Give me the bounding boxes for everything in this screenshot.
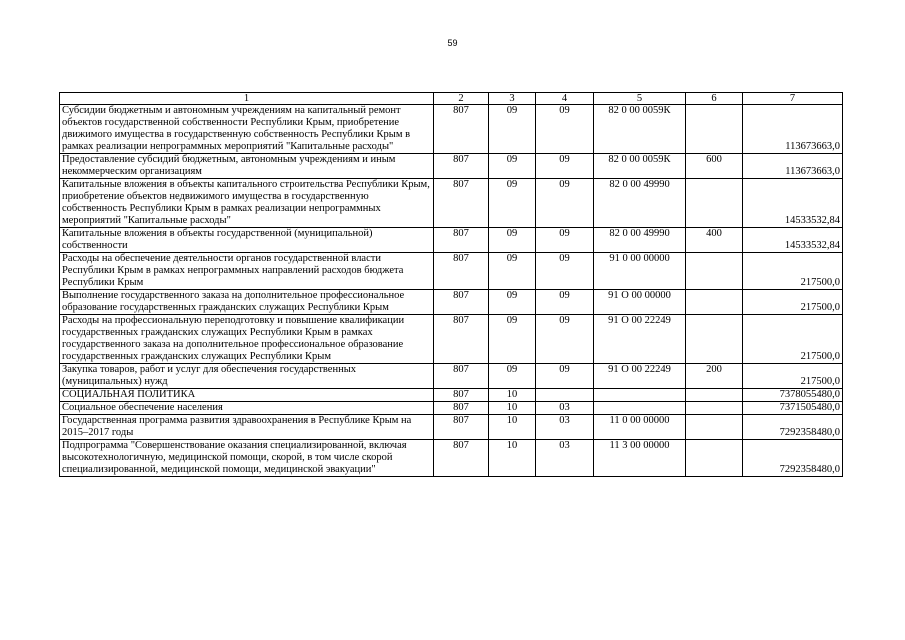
row-name-cell: Капитальные вложения в объекты государственной (муниципальной) собственности (60, 228, 434, 253)
row-type-cell (686, 315, 743, 364)
row-target-cell (594, 389, 686, 402)
header-cell: 6 (686, 93, 743, 105)
row-section-cell: 09 (489, 179, 536, 228)
table-row (60, 154, 843, 179)
table-row (60, 228, 843, 253)
row-subsection-cell: 09 (536, 290, 594, 315)
row-amount-cell: 217500,0 (743, 315, 843, 364)
row-type-cell: 600 (686, 154, 743, 179)
row-amount-cell: 14533532,84 (743, 179, 843, 228)
row-name-cell: Государственная программа развития здравоохранения в Республике Крым на 2015–2017 годы (60, 415, 434, 440)
row-subsection-cell: 09 (536, 228, 594, 253)
row-subsection-cell: 09 (536, 364, 594, 389)
row-type-cell (686, 440, 743, 477)
row-amount-cell: 7292358480,0 (743, 415, 843, 440)
row-amount-cell: 113673663,0 (743, 105, 843, 154)
row-name-cell: Социальное обеспечение населения (60, 402, 434, 415)
row-section-cell: 09 (489, 154, 536, 179)
row-name-cell: Субсидии бюджетным и автономным учреждениям на капитальный ремонт объектов государственной собственности Республики Крым, приобретение движимого имущества в государственную собственность Республики Крым в рамках реализации непрограммных мероприятий "Капитальные расходы" (60, 105, 434, 154)
table-row (60, 415, 843, 440)
row-section-cell: 09 (489, 105, 536, 154)
table-row (60, 364, 843, 389)
row-code-cell: 807 (434, 290, 489, 315)
table-row (60, 315, 843, 364)
row-section-cell: 10 (489, 402, 536, 415)
row-section-cell: 10 (489, 440, 536, 477)
row-code-cell: 807 (434, 253, 489, 290)
row-name-cell: СОЦИАЛЬНАЯ ПОЛИТИКА (60, 389, 434, 402)
row-name-cell: Подпрограмма "Совершенствование оказания специализированной, включая высокотехнологичную, медицинской помощи, скорой, в том числе скорой специализированной, медицинской помощи, медицинской эвакуации" (60, 440, 434, 477)
row-amount-cell: 217500,0 (743, 290, 843, 315)
row-type-cell (686, 402, 743, 415)
row-target-cell: 91 О 00 22249 (594, 315, 686, 364)
row-code-cell: 807 (434, 228, 489, 253)
header-cell: 2 (434, 93, 489, 105)
row-section-cell: 10 (489, 415, 536, 440)
row-type-cell (686, 290, 743, 315)
row-section-cell: 10 (489, 389, 536, 402)
row-subsection-cell: 03 (536, 440, 594, 477)
row-code-cell: 807 (434, 154, 489, 179)
row-target-cell: 82 0 00 0059К (594, 105, 686, 154)
table-row (60, 253, 843, 290)
row-code-cell: 807 (434, 315, 489, 364)
row-subsection-cell: 03 (536, 402, 594, 415)
row-subsection-cell: 03 (536, 415, 594, 440)
row-section-cell: 09 (489, 315, 536, 364)
row-subsection-cell: 09 (536, 315, 594, 364)
table-row (60, 179, 843, 228)
row-target-cell: 91 О 00 00000 (594, 290, 686, 315)
row-section-cell: 09 (489, 253, 536, 290)
row-subsection-cell (536, 389, 594, 402)
row-target-cell: 11 3 00 00000 (594, 440, 686, 477)
page-number: 59 (447, 38, 458, 48)
row-code-cell: 807 (434, 440, 489, 477)
row-subsection-cell: 09 (536, 105, 594, 154)
table-row (60, 440, 843, 477)
row-type-cell: 400 (686, 228, 743, 253)
row-name-cell: Расходы на обеспечение деятельности органов государственной власти Республики Крым в рамках непрограммных направлений расходов бюджета Республики Крым (60, 253, 434, 290)
row-amount-cell: 217500,0 (743, 364, 843, 389)
row-code-cell: 807 (434, 389, 489, 402)
row-type-cell (686, 105, 743, 154)
header-cell: 1 (60, 93, 434, 105)
row-target-cell: 82 0 00 49990 (594, 228, 686, 253)
row-amount-cell: 14533532,84 (743, 228, 843, 253)
row-subsection-cell: 09 (536, 154, 594, 179)
table-row (60, 402, 843, 415)
row-subsection-cell: 09 (536, 253, 594, 290)
row-type-cell (686, 253, 743, 290)
row-type-cell (686, 415, 743, 440)
row-subsection-cell: 09 (536, 179, 594, 228)
row-section-cell: 09 (489, 228, 536, 253)
row-name-cell: Предоставление субсидий бюджетным, автономным учреждениям и иным некоммерческим организациям (60, 154, 434, 179)
row-section-cell: 09 (489, 290, 536, 315)
row-amount-cell: 217500,0 (743, 253, 843, 290)
row-name-cell: Капитальные вложения в объекты капитального строительства Республики Крым, приобретение объектов недвижимого имущества в государственную собственность Республики Крым в рамках реализации непрограммных мероприятий "Капитальные расходы" (60, 179, 434, 228)
row-amount-cell: 7292358480,0 (743, 440, 843, 477)
row-code-cell: 807 (434, 364, 489, 389)
table-header-row (60, 93, 843, 105)
row-type-cell (686, 389, 743, 402)
row-name-cell: Закупка товаров, работ и услуг для обеспечения государственных (муниципальных) нужд (60, 364, 434, 389)
row-amount-cell: 7371505480,0 (743, 402, 843, 415)
budget-table (59, 92, 843, 477)
row-target-cell (594, 402, 686, 415)
row-code-cell: 807 (434, 415, 489, 440)
header-cell: 7 (743, 93, 843, 105)
row-code-cell: 807 (434, 105, 489, 154)
row-target-cell: 91 0 00 00000 (594, 253, 686, 290)
row-code-cell: 807 (434, 402, 489, 415)
row-name-cell: Выполнение государственного заказа на дополнительное профессиональное образование государственных гражданских служащих Республики Крым (60, 290, 434, 315)
row-name-cell: Расходы на профессиональную переподготовку и повышение квалификации государственных гражданских служащих Республики Крым в рамках государственного заказа на дополнительное профессиональное образование государственных гражданских служащих Республики Крым (60, 315, 434, 364)
row-target-cell: 82 0 00 49990 (594, 179, 686, 228)
header-cell: 3 (489, 93, 536, 105)
row-code-cell: 807 (434, 179, 489, 228)
header-cell: 4 (536, 93, 594, 105)
row-target-cell: 11 0 00 00000 (594, 415, 686, 440)
row-amount-cell: 7378055480,0 (743, 389, 843, 402)
table-row (60, 290, 843, 315)
row-target-cell: 91 О 00 22249 (594, 364, 686, 389)
row-type-cell (686, 179, 743, 228)
row-target-cell: 82 0 00 0059К (594, 154, 686, 179)
row-type-cell: 200 (686, 364, 743, 389)
row-section-cell: 09 (489, 364, 536, 389)
table-row (60, 105, 843, 154)
row-amount-cell: 113673663,0 (743, 154, 843, 179)
table-row (60, 389, 843, 402)
header-cell: 5 (594, 93, 686, 105)
